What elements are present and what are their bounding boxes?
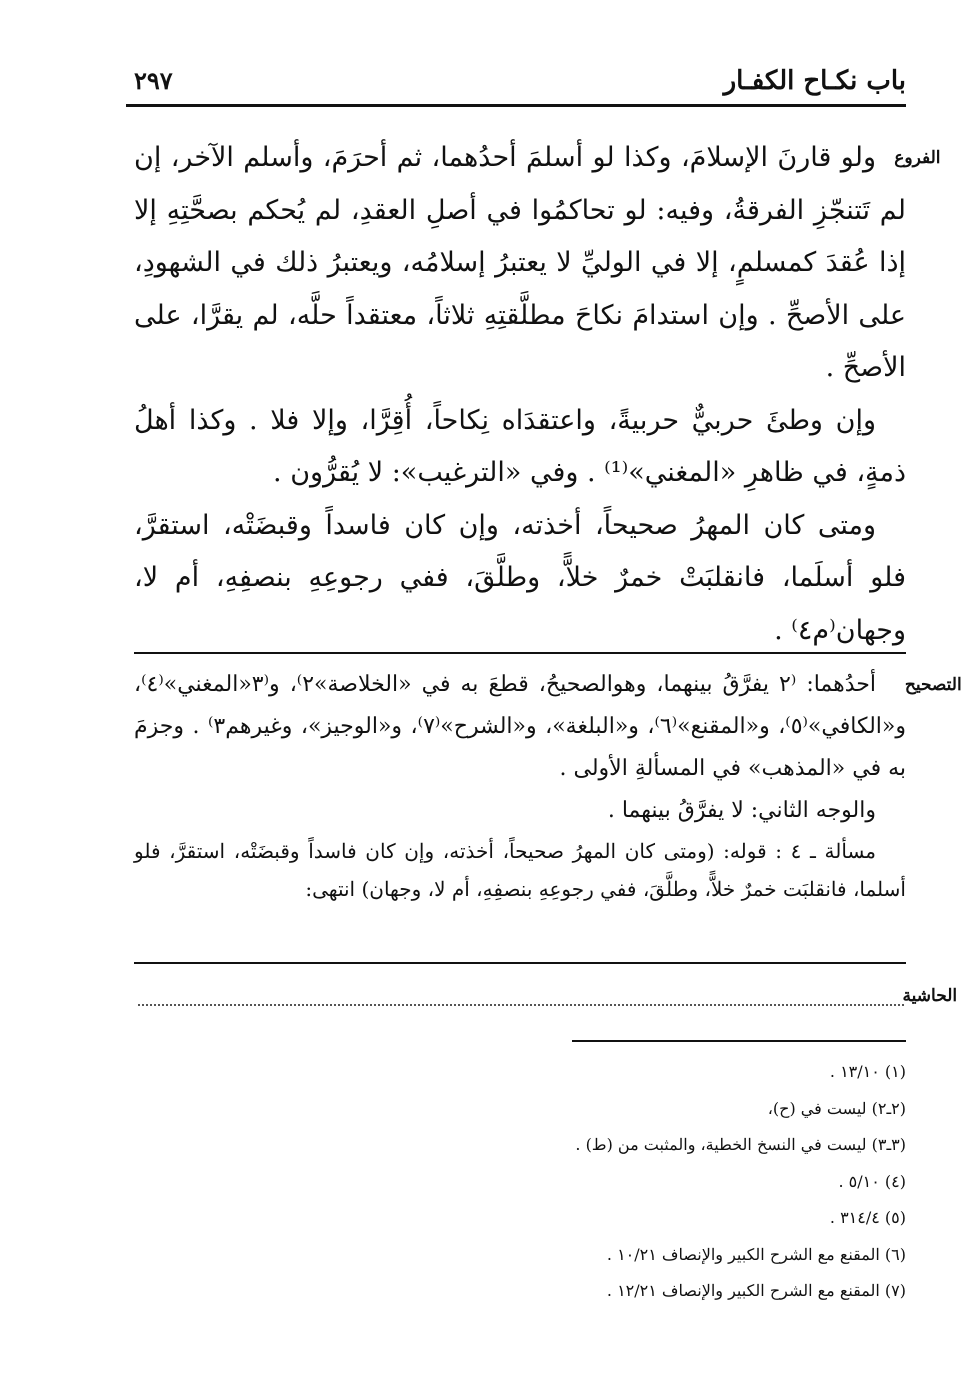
page-number: ٢٩٧ xyxy=(134,66,173,95)
tashih-paragraph: مسألة ـ ٤ : قوله: (ومتى كان المهرُ صحيحاً، أخذته، وإن كان فاسداً وقبضَتْه، استقرَّ، فلو أسلما، فانقلبَت خمرٌ خلاًّ، وطلَّقَ، ففي رجوعِهِ بنصفِهِ، أم لا، وجهان) انتهى: xyxy=(134,839,906,901)
running-title: باب نكـاح الكفـار xyxy=(723,66,906,96)
hashiya-dotted-line xyxy=(138,986,904,1006)
side-label-hashiya: الحاشية xyxy=(902,986,958,1006)
side-label-furu: الفروع xyxy=(894,148,941,168)
footnote: (٥) ٣١٤/٤ . xyxy=(829,1208,906,1227)
footnote: (٤) ٥/١٠ . xyxy=(838,1171,906,1191)
main-text xyxy=(134,132,906,657)
footnote-rule xyxy=(572,1040,906,1042)
section-divider-bottom xyxy=(134,962,906,964)
tashih-paragraph: أحدُهما: ⁽٢ يفرَّقُ بينهما، وهوالصحيحُ، قطعَ به في «الخلاصة»٢⁾، و⁽٣«المغني»⁽٤⁾، و«الكافي»⁽٥⁾، و«المقنع»⁽٦⁾، و«البلغة»، و«الشرح»⁽٧⁾، و«الوجيز»، وغيرهم٣⁾ . وجزمَ به في «المذهب» في المسألةِ الأولى . xyxy=(134,672,906,781)
footnotes xyxy=(134,1054,906,1310)
footnote: (٦) المقنع مع الشرح الكبير والإنصاف ١٠/٢١ . xyxy=(606,1244,906,1264)
main-paragraph: وإن وطئَ حربيٌّ حربيةً، واعتقدَاه نِكاحاً، أُقِرَّا، وإلا فلا . وكذا أهلُ ذمةٍ، في ظاهرِ «المغني»⁽¹⁾ . وفي «الترغيب»: لا يُقرُّون . xyxy=(134,404,906,488)
side-label-tashih: التصحيح xyxy=(904,675,962,695)
main-paragraph: ومتى كان المهرُ صحيحاً، أخذته، وإن كان فاسداً وقبضَتْه، استقرَّ، فلو أسلَما، فانقلبَتْ خمرٌ خلاًّ، وطلَّقَ، ففي رجوعِهِ بنصفِهِ، أم لا، وجهان⁽م٤⁾ . xyxy=(134,509,906,646)
footnote: (١) ١٣/١٠ . xyxy=(829,1062,906,1081)
tashih-paragraph: والوجه الثاني: لا يفرَّقُ بينهما . xyxy=(607,798,876,823)
footnote: (٢ـ٢) ليست في (ح)، xyxy=(767,1098,906,1118)
footnote: (٣ـ٣) ليست في النسخ الخطية، والمثبت من (ط) . xyxy=(575,1135,906,1154)
running-header xyxy=(126,60,906,107)
tashih-text xyxy=(134,664,906,908)
footnote: (٧) المقنع مع الشرح الكبير والإنصاف ١٢/٢١ . xyxy=(606,1281,906,1300)
main-paragraph: ولو قارنَ الإسلامَ، وكذا لو أسلمَ أحدُهما، ثم أحرَمَ، وأسلم الآخر، إن لم تَتنجّزِ الفرقةُ، وفيه: لو تحاكمُوا في أصلِ العقدِ، لم يُحكم بصحَّتِهِ إلا إذا عُقدَ كمسلمٍ، إلا في الوليِّ لا يعتبرُ إسلامُه، ويعتبرُ ذلك في الشهودِ، على الأصحِّ . وإن استدامَ نكاحَ مطلَّقتِهِ ثلاثاً، معتقداً حلَّه، لم يقرَّا، على الأصحِّ . xyxy=(134,142,906,383)
section-divider-top xyxy=(134,652,906,654)
